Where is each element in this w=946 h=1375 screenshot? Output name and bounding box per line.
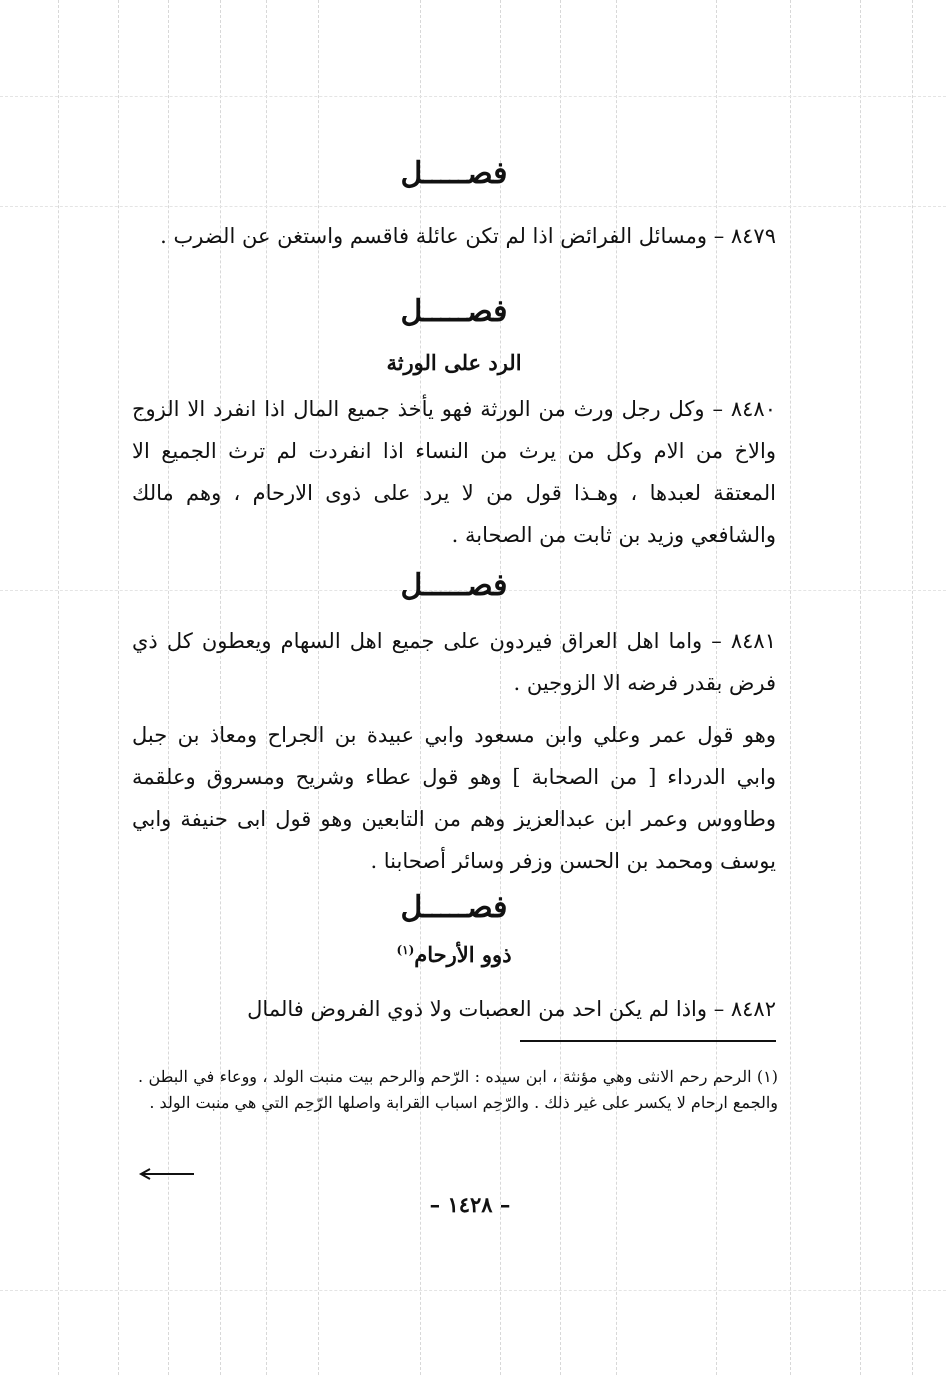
section-heading: فصـــــل [400, 568, 508, 603]
section-subheading [130, 942, 778, 967]
scan-guide-line [0, 1290, 946, 1291]
footnote-reference: (١) [396, 943, 415, 957]
paragraph-8481-continued: وهو قول عمر وعلي وابن مسعود وابي عبيدة بن الجراح ومعاذ بن جبل وابي الدرداء [ من الصحابة ] وهو قول عطاء وشريح ومسروق وعلقمة وطاووس وعمر ابن عبدالعزيز وهم من التابعين وهو قول ابى حنيفة وابي يوسف ومحمد بن الحسن وزفر وسائر أصحابنا . [132, 723, 776, 873]
paragraph-8479: ٨٤٧٩ – ومسائل الفرائض اذا لم تكن عائلة فاقسم واستغن عن الضرب . [160, 224, 776, 248]
subheading-text: ذوو الأرحام [414, 942, 512, 967]
section-heading: فصـــــل [400, 156, 508, 191]
paragraph-8481: ٨٤٨١ – واما اهل العراق فيردون على جميع اهل السهام ويعطون كل ذي فرض بقدر فرضه الا الزوجين . [132, 629, 776, 695]
footnote-separator [520, 1040, 776, 1042]
section-heading: فصـــــل [400, 294, 508, 329]
footnote: (١) الرحم رحم الانثى وهي مؤنثة ، ابن سيده : الرّحم والرحم بيت منبت الولد ، ووعاء في البطن . والجمع ارحام لا يكسر على غير ذلك . والرّحِم اسباب القرابة واصلها الرّحِم التي هي منبت الولد . [138, 1067, 778, 1112]
arrow-left-icon [138, 1168, 194, 1180]
page-number: – ١٤٢٨ – [429, 1192, 511, 1217]
section-subheading: الرد على الورثة [386, 350, 522, 375]
paragraph-8480: ٨٤٨٠ – وكل رجل ورث من الورثة فهو يأخذ جميع المال اذا انفرد الا الزوج والاخ من الام وكل من يرث من النساء اذا انفردت لم ترث الجميع الا المعتقة لعبدها ، وهـذا قول من لا يرد على ذوى الارحام ، وهم مالك والشافعي وزيد بن ثابت من الصحابة . [132, 397, 776, 547]
paragraph-8482: ٨٤٨٢ – واذا لم يكن احد من العصبات ولا ذوي الفروض فالمال [247, 997, 776, 1021]
scan-guide-line [0, 206, 946, 207]
section-heading: فصـــــل [400, 890, 508, 925]
scan-guide-line [0, 96, 946, 97]
